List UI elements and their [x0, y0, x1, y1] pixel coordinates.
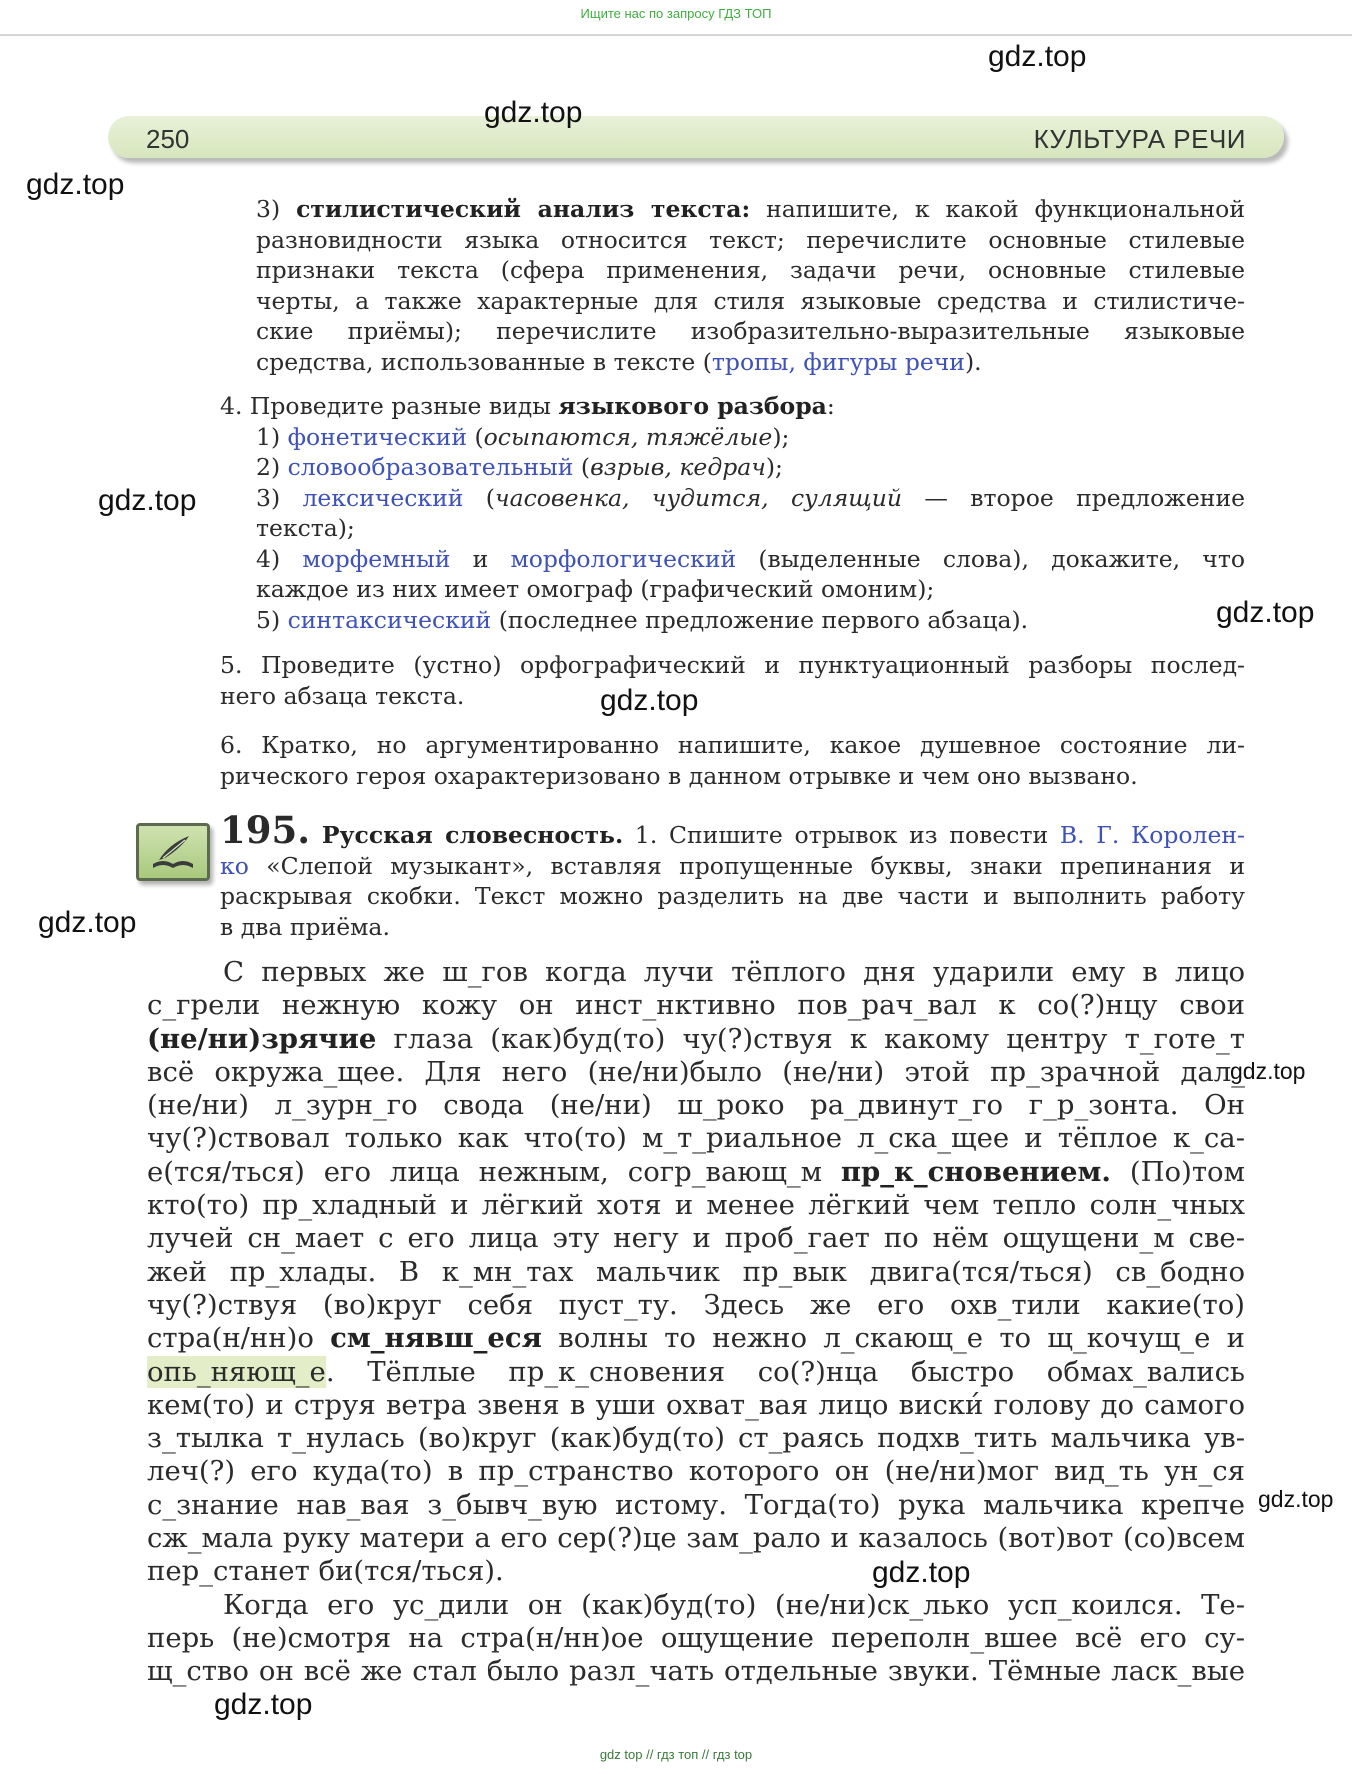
exercise-line: раскрывая скобки. Текст можно разделить на две части и выполнить работу [220, 882, 1245, 910]
task-4 [220, 391, 1245, 635]
exercise-line [220, 851, 1245, 882]
list-item [256, 483, 1245, 514]
watermark: gdz.top [98, 484, 197, 517]
book-quill-icon-graphic [139, 826, 207, 878]
watermark: gdz.top [484, 96, 583, 129]
section-title: КУЛЬТУРА РЕЧИ [1033, 124, 1246, 154]
list-text: (последнее предложение первого абзаца). [491, 605, 1029, 634]
passage-line: лучей сн_мает с его лица эту негу и проб_гает по нём ощущени_м све- [147, 1222, 1245, 1255]
passage-text: глаза (как)буд(то) чу(?)ствуя к какому центру т_готе_т [376, 1022, 1245, 1055]
list-text: (выделенные слова), докажите, что [736, 544, 1245, 573]
watermark: gdz.top [988, 40, 1087, 73]
footer-links[interactable]: gdz top // гдз топ // гдз top [599, 1747, 753, 1762]
list-words: часовенка, чудится, сулящий [494, 483, 903, 512]
banner-text: Ищите нас по запросу ГДЗ ТОП [580, 6, 772, 21]
passage-line: с_грели нежную кожу он инст_нктивно пов_рач_вал к со(?)нцу свои [147, 989, 1245, 1022]
passage-line: пер_станет би(тся/ться). [147, 1555, 504, 1588]
list-number: 2) [256, 453, 288, 481]
passage-line: сж_мала руку матери а его сер(?)це зам_рало и казалось (вот)вот (со)всем [147, 1522, 1245, 1555]
exercise-number: 195. [220, 808, 311, 852]
passage-text: (По)том [1110, 1155, 1245, 1188]
task-5-line: 5. Проведите (устно) орфографический и пунктуационный разборы послед- [220, 651, 1245, 679]
book-quill-icon [136, 823, 210, 881]
passage-line: з_тылка т_нулась (во)круг (как)буд(то) ст_раясь подхв_тить мальчика ув- [147, 1422, 1245, 1455]
list-text: ( [463, 483, 495, 512]
passage-line: перь (не)смотря на стра(н/нн)ое ощущение переполн_вшее всё его су- [147, 1621, 1245, 1654]
watermark: gdz.top [26, 168, 125, 201]
morphological-link[interactable]: морфологический [510, 544, 737, 573]
list-item-continued: текста); [256, 514, 355, 542]
passage-line: (не/ни) л_зурн_го свода (не/ни) ш_роко ра_двинут_го г_р_зонта. Он [147, 1089, 1245, 1122]
page-number: 250 [146, 124, 190, 154]
korolenko-link[interactable]: В. Г. Королен- [1059, 821, 1245, 849]
task-3-line: черты, а также характерные для стиля языковые средства и стилистиче- [256, 286, 1245, 315]
list-text: ( [573, 453, 591, 481]
task-4-text: 4. Проведите разные виды [220, 392, 559, 420]
passage-line: всё окружа_щее. Для него (не/ни)было (не/ни) этой пр_зрачной дал_ [147, 1055, 1245, 1088]
passage [147, 956, 1245, 1689]
exercise-195 [220, 808, 1245, 942]
task-3-number: 3) [256, 195, 281, 223]
task-4-text: : [826, 392, 835, 420]
passage-text: стра(н/нн)о [147, 1322, 331, 1355]
task-5 [220, 650, 1245, 711]
exercise-text: «Слепой музыкант», вставляя пропущенные буквы, знаки препинания и [248, 851, 1245, 880]
task-3-line: разновидности языка относится текст; перечислите основные стилевые [256, 225, 1245, 254]
exercise-text: 1. Спишите отрывок из повести [623, 821, 1060, 849]
passage-text: . Тёплые пр_к_сновения со(?)нца быстро обмах_вались [325, 1355, 1245, 1388]
task-3-line [256, 347, 1245, 378]
watermark: gdz.top [1258, 1486, 1334, 1512]
task-3-line: признаки текста (сфера применения, задачи речи, основные стилевые [256, 256, 1245, 284]
task-3 [256, 194, 1245, 377]
task-4-list [220, 422, 1245, 636]
passage-line: леч(?) его куда(то) в пр_странство которого он (не/ни)мог вид_ть ун_ся [147, 1455, 1245, 1488]
highlighted-word: опь_няющ_е [147, 1355, 326, 1388]
list-number: 3) [256, 483, 303, 512]
watermark: gdz.top [872, 1556, 971, 1589]
task-3-text: средства, использованные в тексте ( [256, 347, 712, 376]
passage-line [147, 1023, 1245, 1056]
page-header [108, 116, 1284, 158]
passage-line [147, 1156, 1245, 1189]
passage-line: щ_ство он всё же стал было разл_чать отдельные звуки. Тёмные ласк_вые [147, 1655, 1245, 1688]
passage-line: Когда его ус_дили он (как)буд(то) (не/ни)ск_лько усп_коился. Те- [223, 1588, 1245, 1621]
passage-line: кто(то) пр_хладный и лёгкий хотя и менее лёгкий чем тепло солн_чных [147, 1189, 1245, 1222]
task-6 [220, 730, 1245, 791]
word-formation-link[interactable]: словообразовательный [287, 453, 574, 481]
passage-line [147, 1322, 1245, 1355]
passage-text: волны то нежно л_скающ_е то щ_кочущ_е и [541, 1322, 1245, 1355]
morphemic-link[interactable]: морфемный [302, 544, 451, 573]
watermark: gdz.top [600, 684, 699, 717]
task-5-line: него абзаца текста. [220, 681, 465, 710]
syntactic-link[interactable]: синтаксический [287, 605, 492, 634]
passage-line: С первых же ш_гов когда лучи тёплого дня ударили ему в лицо [223, 956, 1245, 988]
passage-line: чу(?)ствовал только как что(то) м_т_риальное л_ска_щее и тёплое к_са- [147, 1122, 1245, 1155]
list-text: ); [765, 453, 783, 481]
list-text: — второе предложение [902, 483, 1246, 512]
exercise-line [220, 808, 1245, 852]
bold-word: (не/ни)зрячие [147, 1022, 377, 1055]
task-4-bold: языкового разбора [558, 392, 827, 420]
passage-line: чу(?)ствуя (во)круг себя пуст_ту. Здесь же его охв_тили какие(то) [147, 1288, 1245, 1321]
list-item-continued: каждое из них имеет омограф (графический омоним); [256, 575, 935, 603]
exercise-line: в два приёма. [220, 912, 390, 941]
bold-word: пр_к_сновением. [840, 1155, 1111, 1188]
passage-line: жей пр_хлады. В к_мн_тах мальчик пр_вык двига(тся/ться) св_бодно [147, 1255, 1245, 1288]
passage-text: е(тся/ться) его лица нежным, согр_вающ_м [147, 1155, 841, 1188]
watermark: gdz.top [1230, 1058, 1306, 1084]
task-3-text: напишите, к какой функциональной [766, 195, 1245, 223]
watermark: gdz.top [38, 906, 137, 939]
top-banner [0, 0, 1352, 36]
list-item [256, 605, 1245, 636]
task-3-line: ские приёмы); перечислите изобразительно-выразительные языковые [256, 317, 1245, 345]
list-number: 4) [256, 544, 303, 573]
list-item [256, 452, 1245, 483]
task-6-line: 6. Кратко, но аргументированно напишите, какое душевное состояние ли- [220, 731, 1245, 759]
passage-line: кем(то) и струя ветра звеня в уши охват_вая лицо виски́ голову до самого [147, 1388, 1245, 1421]
list-item [256, 422, 1245, 453]
list-text: ( [467, 422, 484, 451]
list-words: осыпаются, тяжёлые [483, 422, 773, 451]
list-number: 1) [256, 422, 288, 451]
list-text: ); [772, 422, 790, 451]
task-3-title: стилистический анализ текста: [296, 195, 751, 223]
list-words: взрыв, кедрач [590, 453, 766, 481]
task-6-line: рического героя охарактеризовано в данном отрывке и чем оно вызвано. [220, 761, 1138, 790]
phonetic-link[interactable]: фонетический [287, 422, 467, 451]
task-4-heading [220, 391, 1245, 422]
task-3-line [256, 194, 1245, 225]
list-item [256, 544, 1245, 575]
korolenko-link-continued[interactable]: ко [220, 851, 249, 880]
bold-word: см_нявш_еся [330, 1322, 542, 1355]
watermark: gdz.top [1216, 596, 1315, 629]
list-number: 5) [256, 605, 288, 634]
tropes-link[interactable]: тропы, фигуры речи [711, 347, 965, 376]
watermark: gdz.top [214, 1688, 313, 1721]
passage-line [147, 1356, 1245, 1389]
exercise-title: Русская словесность. [321, 821, 624, 849]
lexical-link[interactable]: лексический [302, 483, 464, 512]
list-text: и [450, 544, 511, 573]
passage-line: с_знание нав_вая з_бывч_вую истому. Тогда(то) рука мальчика крепче [147, 1488, 1245, 1521]
task-3-text: ). [964, 347, 982, 376]
